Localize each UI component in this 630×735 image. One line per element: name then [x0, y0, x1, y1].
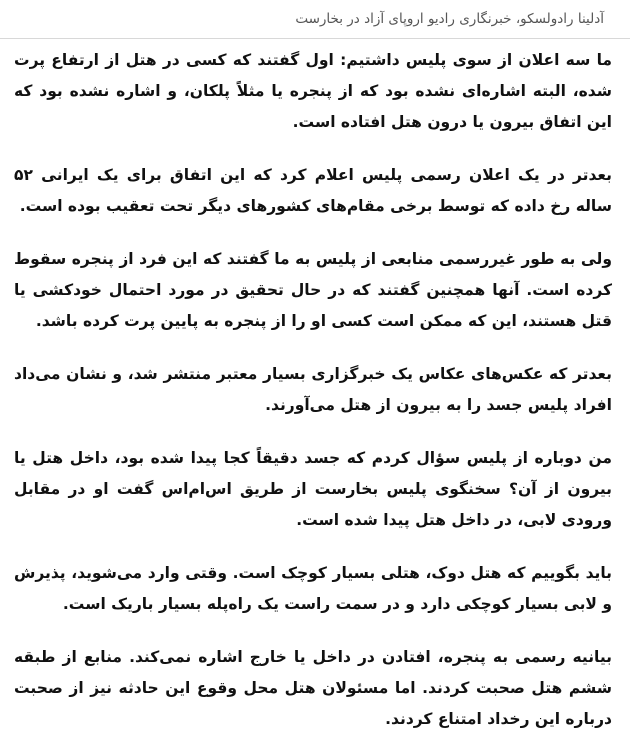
photo-caption: آدلینا رادولسکو، خبرنگاری رادیو اروپای آزاد در بخارست [295, 11, 604, 27]
paragraph: باید بگوییم که هتل دوک، هتلی بسیار کوچک است. وقتی وارد می‌شوید، پذیرش و لابی بسیار کوچکی دارد و در سمت راست یک راه‌پله بسیار باریک است. [14, 564, 612, 613]
paragraph: بعدتر در یک اعلان رسمی پلیس اعلام کرد که این اتفاق برای یک ایرانی ۵۲ ساله رخ داده که توسط برخی مقام‌های کشورهای دیگر تحت تعقیب بوده است. [14, 166, 612, 215]
paragraph: من دوباره از پلیس سؤال کردم که جسد دقیقاً کجا پیدا شده بود، داخل هتل یا بیرون از آن؟ سخنگوی پلیس بخارست از طریق اس‌ام‌اس گفت او در مقابل ورودی لابی، در داخل هتل پیدا شده است. [14, 449, 612, 529]
paragraph: ما سه اعلان از سوی پلیس داشتیم: اول گفتند که کسی در هتل از ارتفاع پرت شده، البته اشاره‌ای نشده بود که از پنجره یا مثلاً پلکان، و اشاره نشده بود که این اتفاق بیرون یا درون هتل افتاده است. [14, 51, 612, 131]
paragraph: بیانیه رسمی به پنجره، افتادن در داخل یا خارج اشاره نمی‌کند. منابع از طبقه ششم هتل صحبت کردند. اما مسئولان هتل محل وقوع این حادثه نیز از صحبت درباره این رخداد امتناع کردند. [14, 648, 612, 728]
article-body [14, 39, 612, 735]
paragraph: ولی به طور غیررسمی منابعی از پلیس به ما گفتند که این فرد از پنجره سقوط کرده است. آنها همچنین گفتند که در حال تحقیق در مورد احتمال خودکشی یا قتل هستند، این که ممکن است کسی او را از پنجره به پایین پرت کرده باشد. [14, 250, 612, 330]
paragraph: بعدتر که عکس‌های عکاس یک خبرگزاری بسیار معتبر منتشر شد، و نشان می‌داد افراد پلیس جسد را به بیرون از هتل می‌آورند. [14, 365, 612, 414]
